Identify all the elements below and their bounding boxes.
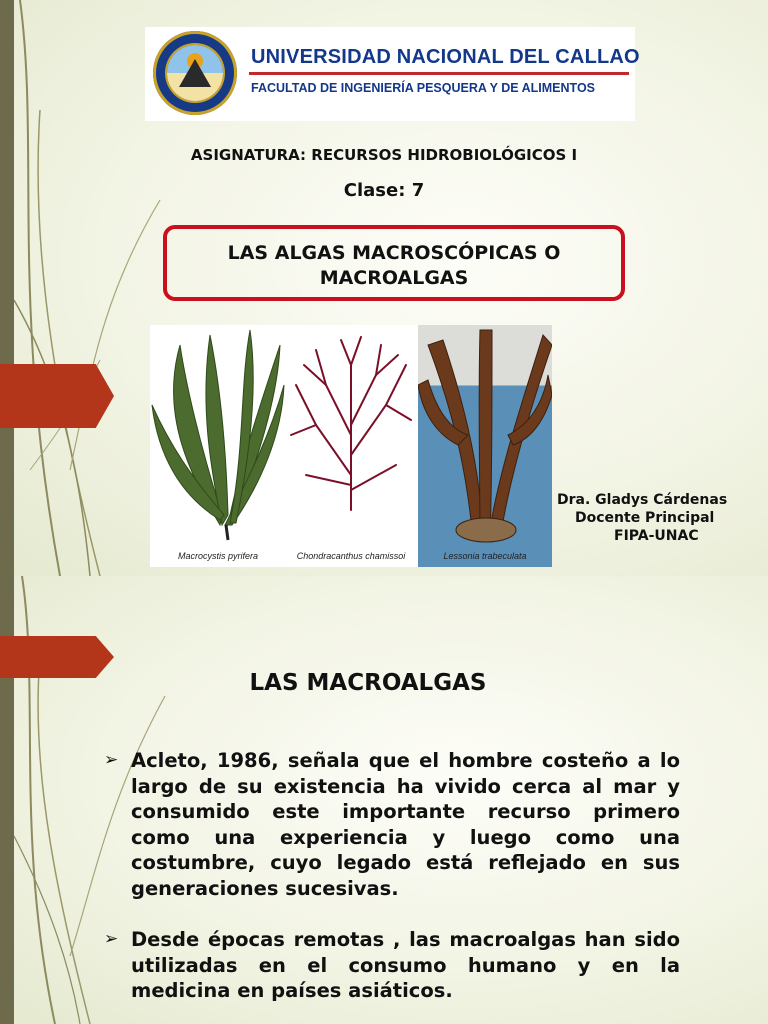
algae-photos [150,325,552,567]
author-org: FIPA-UNAC [614,528,699,544]
slide-content [0,576,768,1024]
section-title: LAS MACROALGAS [249,670,487,696]
author-role: Docente Principal [575,510,715,526]
slide-title-line2: MACROALGAS [319,267,469,289]
photo-caption: Chondracanthus chamissoi [296,551,406,561]
slide-title-line1: LAS ALGAS MACROSCÓPICAS O [227,242,561,264]
arrow-bullet-icon: ➢ [104,929,119,949]
left-bar [0,0,14,576]
brown-kelp-photo-icon [418,325,552,550]
bullet-item [104,748,680,902]
red-algae-illustration-icon [286,325,416,550]
photo-lessonia [418,325,552,567]
course-name: ASIGNATURA: RECURSOS HIDROBIOLÓGICOS I [190,146,578,164]
university-header [145,27,640,121]
photo-caption: Macrocystis pyrifera [177,551,258,561]
arrow-bullet-icon: ➢ [104,750,119,770]
author-name: Dra. Gladys Cárdenas [557,492,728,508]
arrow-tab [0,364,114,428]
header-rule [249,72,629,75]
photo-caption: Lessonia trabeculata [443,551,527,561]
kelp-illustration-icon [150,325,286,550]
bullet-text: Acleto, 1986, señala que el hombre costeño a lo largo de su existencia ha vivido cerca al mar y consumido este importante recurso primero como una experiencia y luego como una costumbre, cuyo legado está reflejado en sus generaciones sucesivas. [131,749,680,900]
university-seal-icon [153,31,237,115]
photo-chondracanthus [286,325,416,567]
bullet-text: Desde épocas remotas , las macroalgas han sido utilizadas en el consumo humano y en la medicina en países asiáticos. [131,928,680,1003]
faculty-name: FACULTAD DE INGENIERÍA PESQUERA Y DE ALIMENTOS [251,81,596,95]
slide-title-box [163,225,625,301]
photo-macrocystis [150,325,286,567]
class-number: Clase: 7 [343,180,425,201]
bullet-item [104,927,680,1004]
university-name: UNIVERSIDAD NACIONAL DEL CALLAO [251,46,640,68]
